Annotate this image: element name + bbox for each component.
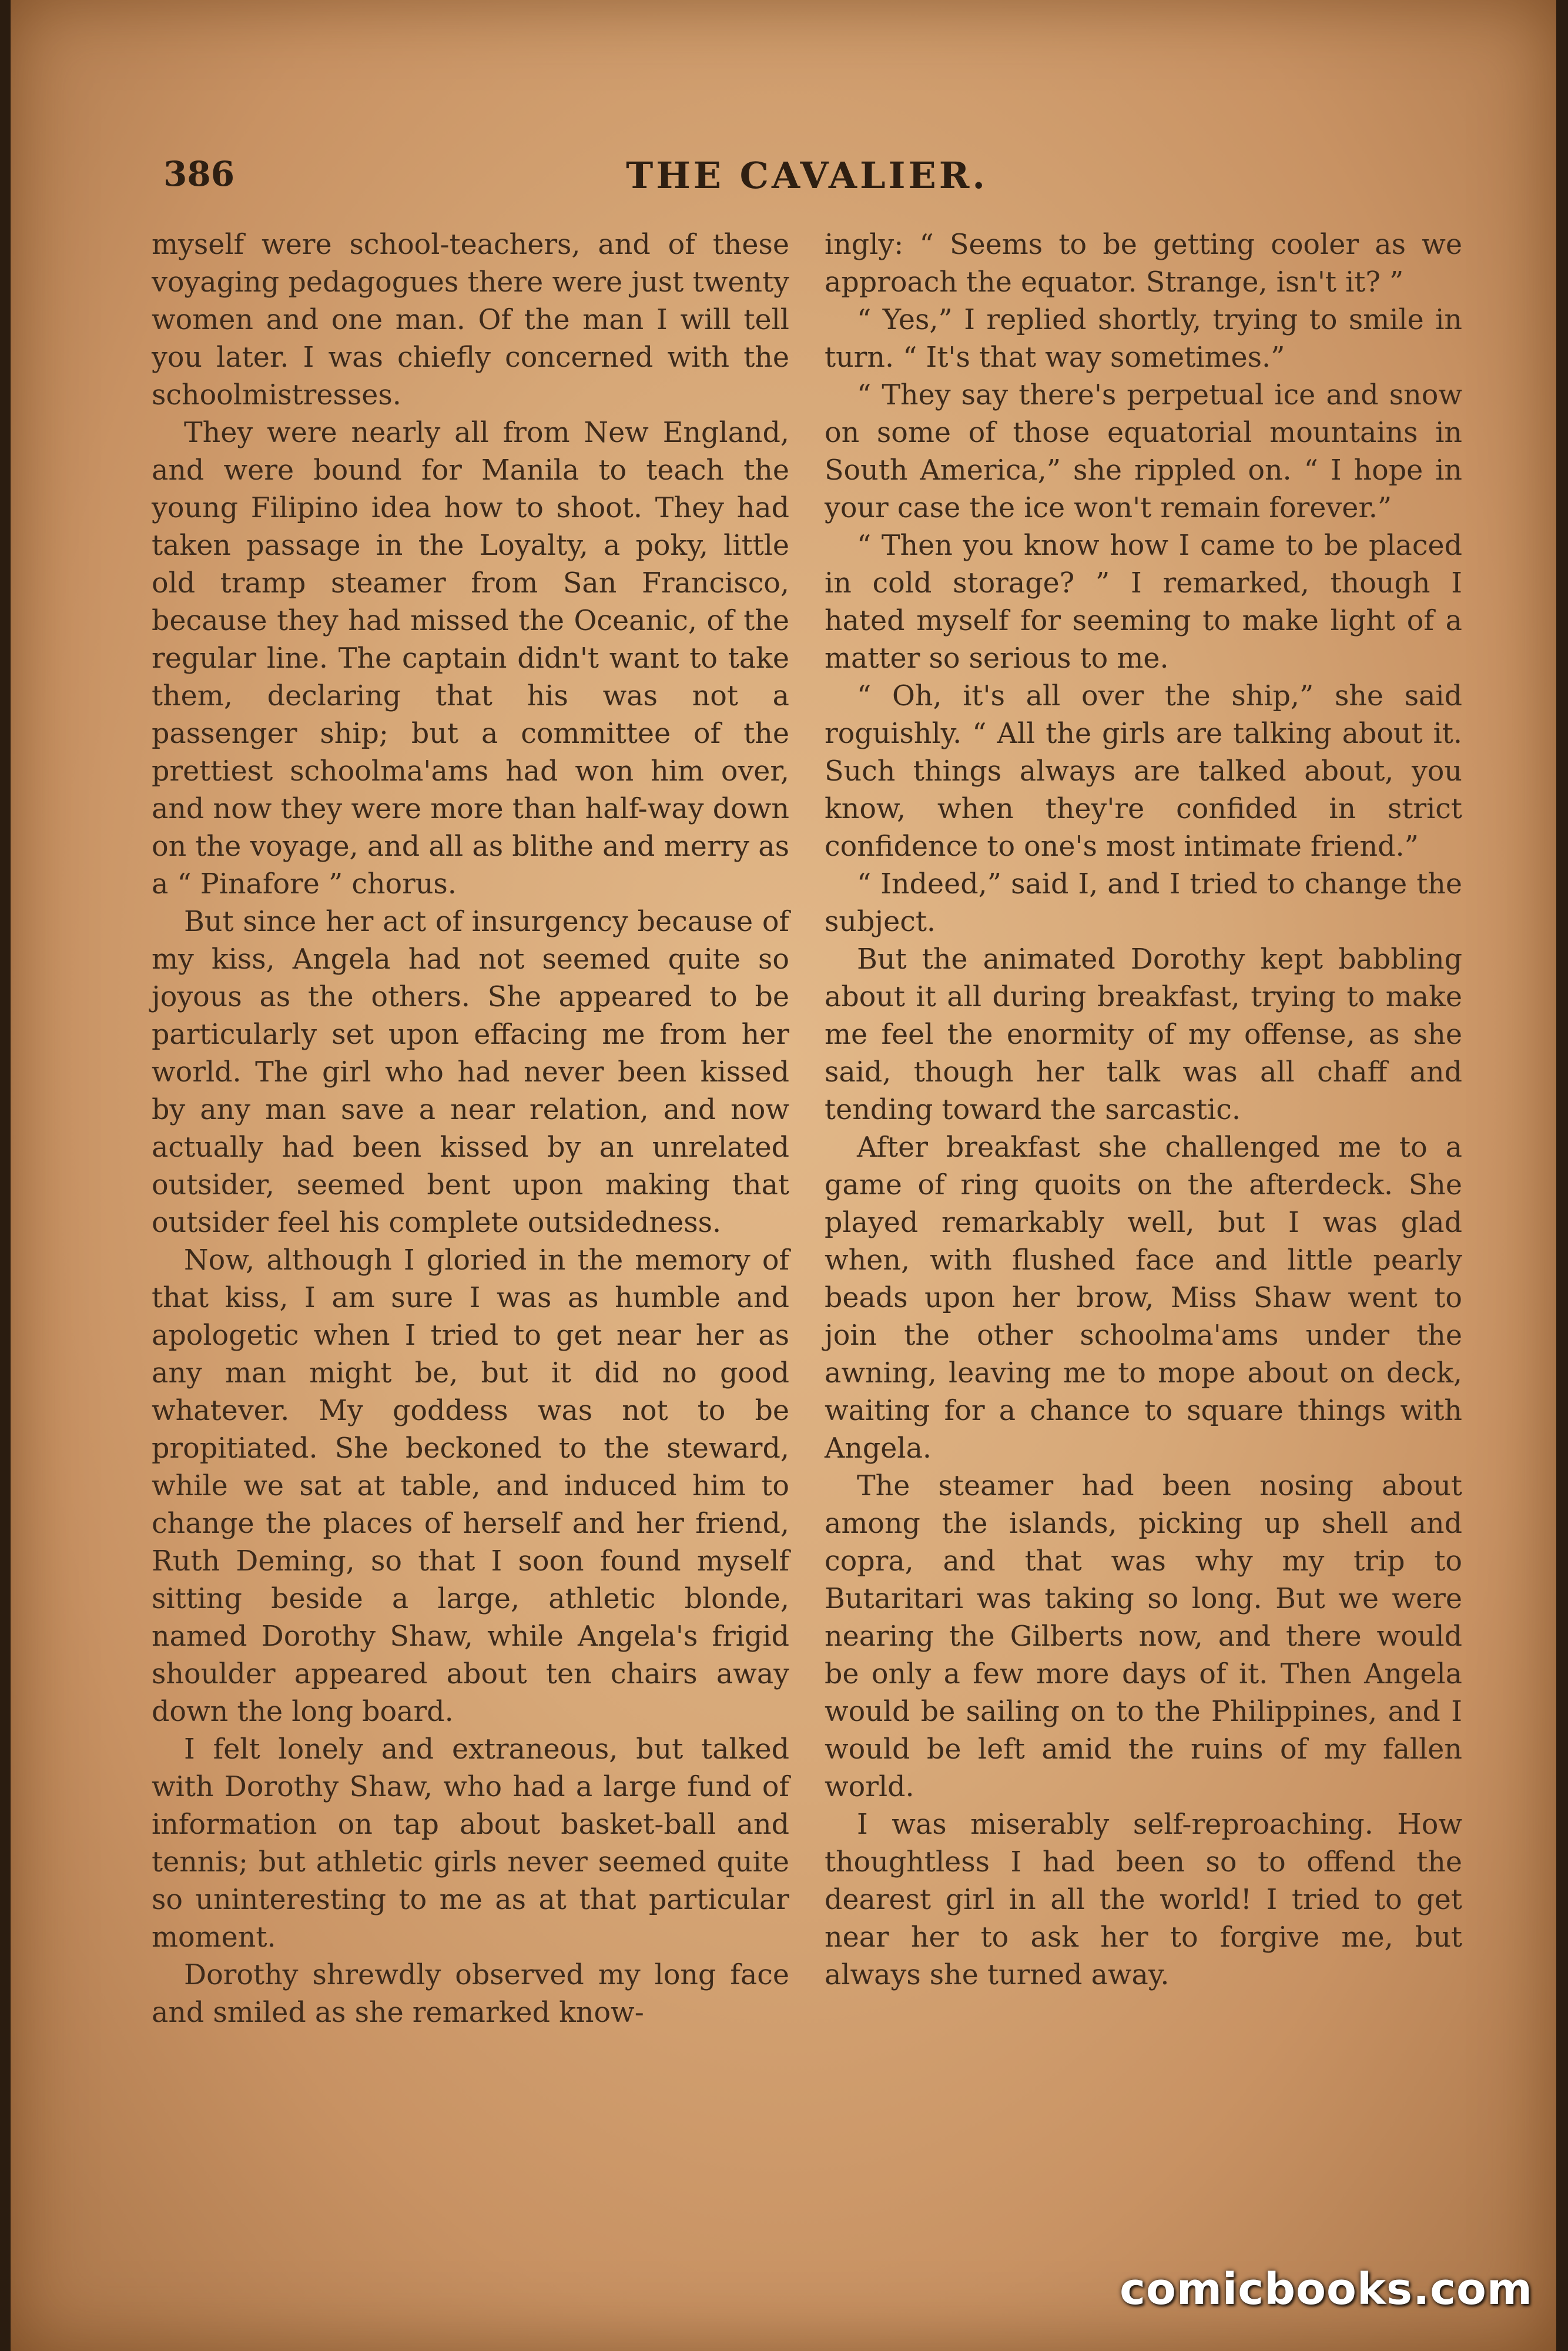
paragraph: I felt lonely and extraneous, but talked with Dorothy Shaw, who had a large fund of information on tap about basket-ball and tennis; but athletic girls never seemed quite so uninteresting to me as at that particular moment. xyxy=(152,1733,789,1954)
running-title: THE CAVALIER. xyxy=(626,154,988,197)
paragraph: They were nearly all from New England, and were bound for Manila to teach the young Filipino idea how to shoot. They had taken passage in the Loyalty, a poky, little old tramp steamer from San Francisco, because they had missed the Oceanic, of the regular line. The captain didn't want to take them, declaring that his was not a passenger ship; but a committee of the prettiest schoolma'ams had won him over, and now they were more than half-way down on the voyage, and all as blithe and merry as a “ Pinafore ” chorus. xyxy=(152,417,789,900)
paragraph: myself were school-teachers, and of these voyaging pedagogues there were just twenty women and one man. Of the man I will tell you later. I was chiefly concerned with the schoolmistresses. xyxy=(152,229,789,411)
paragraph: Now, although I gloried in the memory of that kiss, I am sure I was as humble and apologetic when I tried to get near her as any man might be, but it did no good whatever. My goddess was not to be propitiated. She beckoned to the steward, while we sat at table, and induced him to change the places of herself and her friend, Ruth Deming, so that I soon found myself sitting beside a large, athletic blonde, named Dorothy Shaw, while Angela's frigid shoulder appeared about ten chairs away down the long board. xyxy=(152,1244,789,1728)
right-column xyxy=(825,226,1462,1994)
paragraph: Dorothy shrewdly observed my long face and smiled as she remarked know- xyxy=(152,1959,789,2029)
paragraph: The steamer had been nosing about among the islands, picking up shell and copra, and that was why my trip to Butaritari was taking so long. But we were nearing the Gilberts now, and there would be only a few more days of it. Then Angela would be sailing on to the Philippines, and I would be left amid the ruins of my fallen world. xyxy=(825,1470,1462,1803)
paragraph: “ They say there's perpetual ice and snow on some of those equatorial mountains in South America,” she rippled on. “ I hope in your case the ice won't remain forever.” xyxy=(825,379,1462,524)
page-header xyxy=(152,154,1462,207)
paragraph: But the animated Dorothy kept babbling about it all during breakfast, trying to make me feel the enormity of my offense, as she said, though her talk was all chaff and tending toward the sarcastic. xyxy=(825,943,1462,1126)
left-column xyxy=(152,226,789,2032)
paragraph: After breakfast she challenged me to a game of ring quoits on the afterdeck. She played remarkably well, but I was glad when, with flushed face and little pearly beads upon her brow, Miss Shaw went to join the other schoolma'ams under the awning, leaving me to mope about on deck, waiting for a chance to square things with Angela. xyxy=(825,1131,1462,1465)
paragraph: “ Yes,” I replied shortly, trying to smile in turn. “ It's that way sometimes.” xyxy=(825,304,1462,374)
page-number: 386 xyxy=(163,154,235,194)
magazine-page xyxy=(11,0,1556,2351)
paragraph: “ Then you know how I came to be placed in cold storage? ” I remarked, though I hated myself for seeming to make light of a matter so serious to me. xyxy=(825,530,1462,675)
paragraph: I was miserably self-reproaching. How thoughtless I had been so to offend the dearest girl in all the world! I tried to get near her to ask her to forgive me, but always she turned away. xyxy=(825,1809,1462,1991)
paragraph: “ Oh, it's all over the ship,” she said roguishly. “ All the girls are talking about it. Such things always are talked about, you know, when they're confided in strict confidence to one's most intimate friend.” xyxy=(825,680,1462,863)
paragraph: “ Indeed,” said I, and I tried to change the subject. xyxy=(825,868,1462,938)
watermark: comicbooks.com xyxy=(1120,2264,1533,2315)
paragraph: ingly: “ Seems to be getting cooler as we approach the equator. Strange, isn't it? ” xyxy=(825,229,1462,299)
paragraph: But since her act of insurgency because of my kiss, Angela had not seemed quite so joyous as the others. She appeared to be particularly set upon effacing me from her world. The girl who had never been kissed by any man save a near relation, and now actually had been kissed by an unrelated outsider, seemed bent upon making that outsider feel his complete outsidedness. xyxy=(152,906,789,1239)
